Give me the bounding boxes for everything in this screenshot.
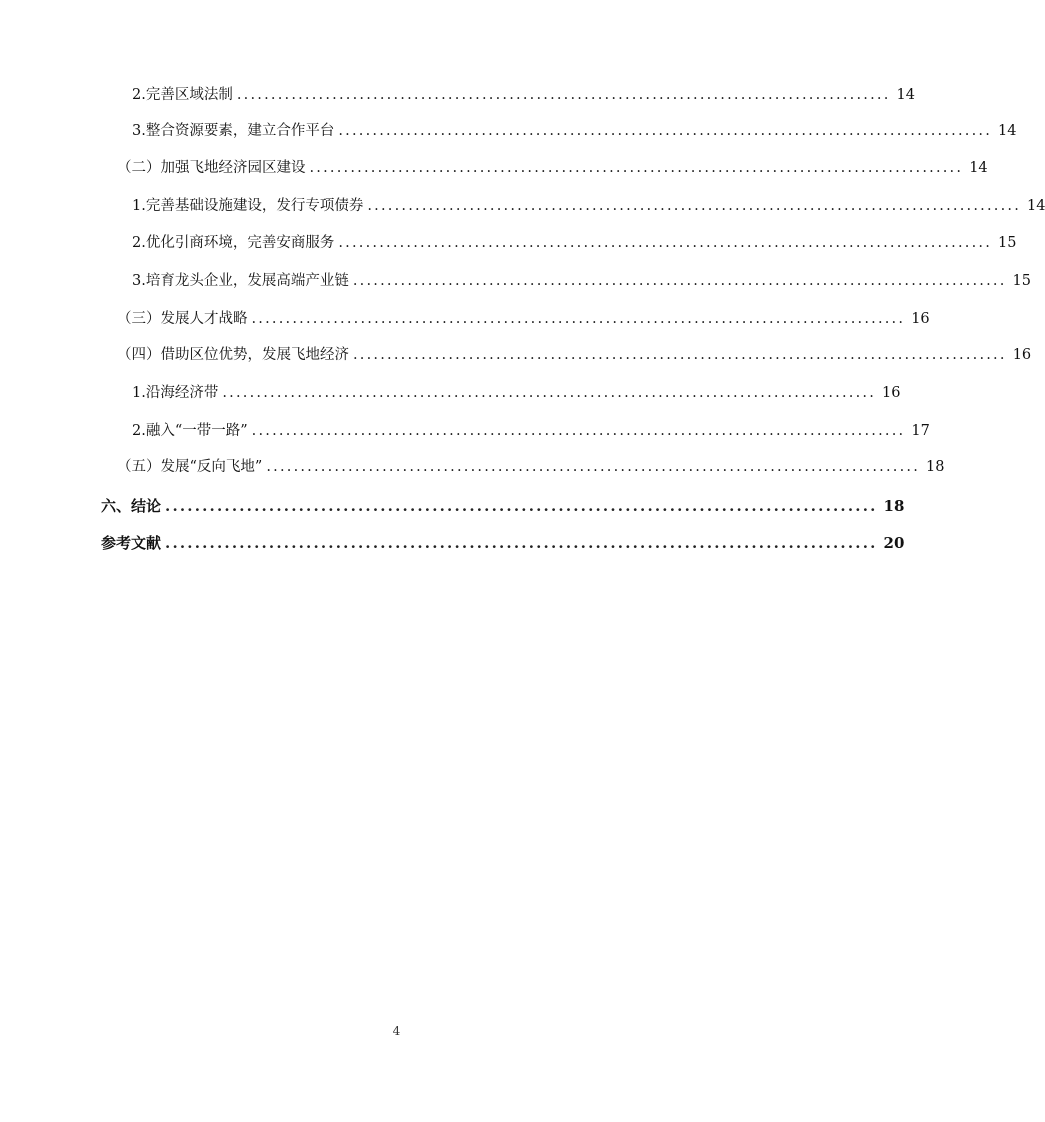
toc-entry-page: 14: [896, 87, 915, 103]
dot-leader: ................................................................................................: [309, 160, 964, 176]
toc-entry-title: 1.完善基础设施建设，发行专项债券: [132, 198, 364, 214]
toc-entry[interactable]: [101, 532, 905, 554]
toc-entry[interactable]: [132, 120, 1017, 142]
toc-entry-page: 18: [926, 459, 945, 475]
toc-entry-title: （二）加强飞地经济园区建设: [117, 160, 306, 176]
toc-entry[interactable]: [132, 232, 1017, 254]
toc-entry[interactable]: [132, 195, 1045, 217]
toc-entry-title: 2.融入“一带一路”: [132, 423, 248, 439]
toc-entry[interactable]: [117, 456, 945, 478]
toc-entry-page: 16: [1012, 347, 1032, 363]
toc-entry-page: 15: [1012, 273, 1031, 289]
toc-entry[interactable]: [117, 344, 1032, 366]
toc-entry-title: 六、结论: [101, 497, 162, 515]
toc-entry-page: 16: [911, 311, 930, 327]
toc-entry[interactable]: [132, 84, 915, 106]
dot-leader: ................................................................................................: [251, 423, 906, 439]
toc-entry-title: （三）发展人才战略: [117, 311, 248, 327]
dot-leader: ................................................................................................: [367, 198, 1022, 214]
toc-entry-title: 参考文献: [101, 534, 162, 552]
dot-leader: ................................................................................................: [353, 347, 1007, 363]
dot-leader: ................................................................................................: [236, 87, 891, 103]
toc-entry-page: 14: [1027, 198, 1045, 214]
toc-entry-title: 1.沿海经济带: [132, 385, 219, 401]
toc-entry-title: 3.整合资源要素，建立合作平台: [132, 123, 335, 139]
toc-entry[interactable]: [132, 420, 930, 442]
toc-entry-page: 14: [969, 160, 988, 176]
dot-leader: ................................................................................................: [352, 273, 1007, 289]
toc-entry[interactable]: [132, 270, 1031, 292]
toc-entry[interactable]: [117, 157, 988, 179]
toc-entry-title: （四）借助区位优势，发展飞地经济: [117, 347, 349, 363]
dot-leader: ................................................................................................: [165, 534, 878, 552]
dot-leader: ................................................................................................: [338, 123, 993, 139]
dot-leader: ................................................................................................: [222, 385, 877, 401]
toc-entry-page: 16: [882, 385, 901, 401]
toc-entry[interactable]: [117, 308, 930, 330]
toc-entry-page: 20: [883, 534, 905, 552]
toc-entry-page: 14: [998, 123, 1017, 139]
toc-entry-page: 17: [911, 423, 930, 439]
dot-leader: ................................................................................................: [338, 235, 993, 251]
toc-entry[interactable]: [132, 382, 901, 404]
dot-leader: ................................................................................................: [251, 311, 906, 327]
dot-leader: ................................................................................................: [165, 497, 878, 515]
dot-leader: ................................................................................................: [266, 459, 921, 475]
toc-entry-page: 15: [998, 235, 1017, 251]
toc-entry-title: 2.完善区域法制: [132, 87, 233, 103]
toc-entry[interactable]: [101, 495, 905, 517]
toc-entry-page: 18: [883, 497, 905, 515]
toc-entry-title: 3.培育龙头企业，发展高端产业链: [132, 273, 349, 289]
toc-entry-title: 2.优化引商环境，完善安商服务: [132, 235, 335, 251]
toc-entry-title: （五）发展“反向飞地”: [117, 459, 263, 475]
page-number: 4: [392, 1024, 401, 1038]
